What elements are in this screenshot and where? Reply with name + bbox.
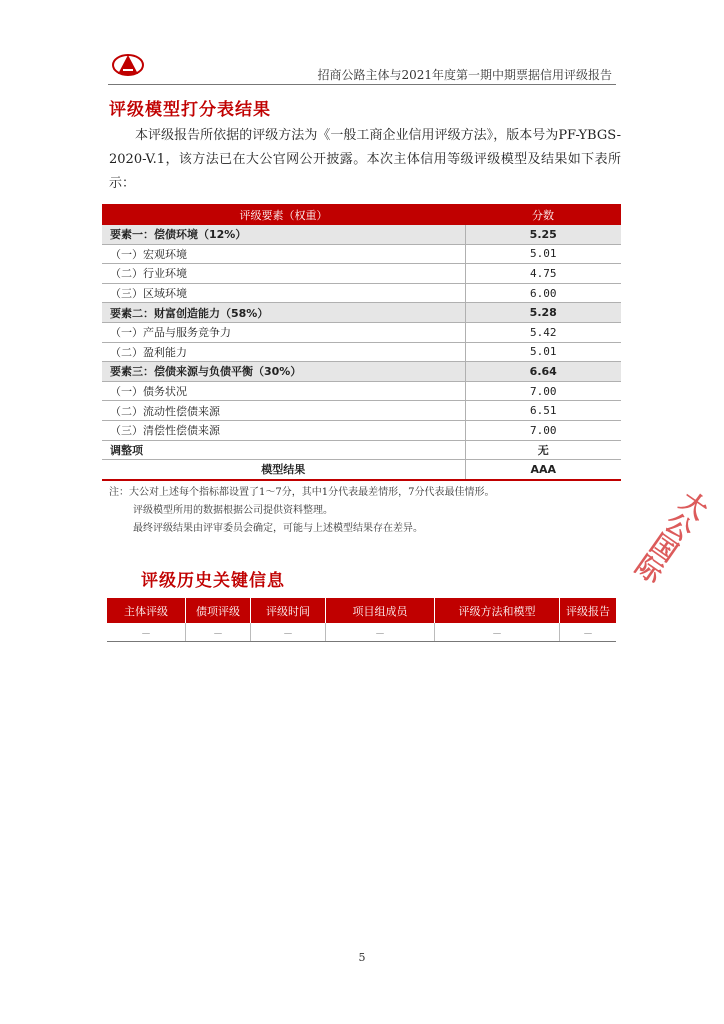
table-row-adjustment xyxy=(102,440,621,460)
factor-score: 6.64 xyxy=(465,362,621,382)
table-row xyxy=(102,342,621,362)
factor-score: 5.01 xyxy=(465,342,621,362)
header-method-model: 评级方法和模型 xyxy=(435,598,560,623)
history-cell: － xyxy=(560,623,617,642)
header-divider xyxy=(108,84,616,85)
factor-score: 5.01 xyxy=(465,244,621,264)
factor-label: （一）产品与服务竞争力 xyxy=(102,322,465,342)
adjustment-label: 调整项 xyxy=(102,440,465,460)
factor-label: （二）行业环境 xyxy=(102,264,465,284)
header-issuer-rating: 主体评级 xyxy=(107,598,186,623)
intro-text: 本评级报告所依据的评级方法为《一般工商企业信用评级方法》，版本号为PF-YBGS-2020-V.1，该方法已在大公官网公开披露。本次主体信用等级评级模型及结果如下表所示： xyxy=(109,128,621,191)
table-row xyxy=(102,244,621,264)
header-rating-report: 评级报告 xyxy=(560,598,617,623)
header-factor: 评级要素（权重） xyxy=(102,204,465,225)
history-cell: － xyxy=(186,623,251,642)
result-label: 模型结果 xyxy=(102,460,465,480)
section-title-scoring: 评级模型打分表结果 xyxy=(109,100,271,120)
header-score: 分数 xyxy=(465,204,621,225)
header-rating-date: 评级时间 xyxy=(251,598,326,623)
table-row xyxy=(102,303,621,323)
table-row xyxy=(102,283,621,303)
header-issue-rating: 债项评级 xyxy=(186,598,251,623)
header-team-members: 项目组成员 xyxy=(326,598,435,623)
history-cell: － xyxy=(435,623,560,642)
factor-score: 5.28 xyxy=(465,303,621,323)
factor-label: （一）债务状况 xyxy=(102,381,465,401)
factor-score: 5.42 xyxy=(465,322,621,342)
factor-score: 4.75 xyxy=(465,264,621,284)
history-table-header xyxy=(107,598,616,623)
note-line: 评级模型所用的数据根据公司提供资料整理。 xyxy=(133,505,333,516)
factor-score: 6.51 xyxy=(465,401,621,421)
factor-label: 要素二：财富创造能力（58%） xyxy=(102,303,465,323)
factor-label: 要素一：偿债环境（12%） xyxy=(102,225,465,244)
table-row xyxy=(102,381,621,401)
dagong-logo xyxy=(112,50,144,78)
note-line: 最终评级结果由评审委员会确定，可能与上述模型结果存在差异。 xyxy=(133,523,423,534)
table-row xyxy=(102,420,621,440)
report-header-title: 招商公路主体与2021年度第一期中期票据信用评级报告 xyxy=(317,68,612,82)
factor-label: （二）流动性偿债来源 xyxy=(102,401,465,421)
company-seal: 大公国际 xyxy=(629,486,713,590)
factor-label: （二）盈利能力 xyxy=(102,342,465,362)
factor-score: 7.00 xyxy=(465,420,621,440)
factor-label: （三）清偿性偿债来源 xyxy=(102,420,465,440)
table-notes xyxy=(109,484,494,538)
table-row xyxy=(102,401,621,421)
adjustment-value: 无 xyxy=(465,440,621,460)
score-table xyxy=(102,204,621,481)
note-line: 注：大公对上述每个指标都设置了1～7分，其中1分代表最差情形，7分代表最佳情形。 xyxy=(109,487,495,498)
table-row xyxy=(102,264,621,284)
factor-score: 7.00 xyxy=(465,381,621,401)
factor-label: 要素三：偿债来源与负债平衡（30%） xyxy=(102,362,465,382)
factor-label: （一）宏观环境 xyxy=(102,244,465,264)
table-row xyxy=(102,322,621,342)
history-cell: － xyxy=(326,623,435,642)
factor-score: 5.25 xyxy=(465,225,621,244)
result-value: AAA xyxy=(465,460,621,480)
history-cell: － xyxy=(251,623,326,642)
intro-paragraph xyxy=(109,124,621,196)
page-number: 5 xyxy=(358,951,366,964)
table-row xyxy=(102,225,621,244)
factor-score: 6.00 xyxy=(465,283,621,303)
factor-label: （三）区域环境 xyxy=(102,283,465,303)
section-title-history: 评级历史关键信息 xyxy=(141,571,285,591)
table-row-result xyxy=(102,460,621,480)
history-cell: － xyxy=(107,623,186,642)
table-row xyxy=(102,362,621,382)
rating-history-table xyxy=(107,598,616,642)
table-row xyxy=(107,623,616,642)
score-table-header xyxy=(102,204,621,225)
